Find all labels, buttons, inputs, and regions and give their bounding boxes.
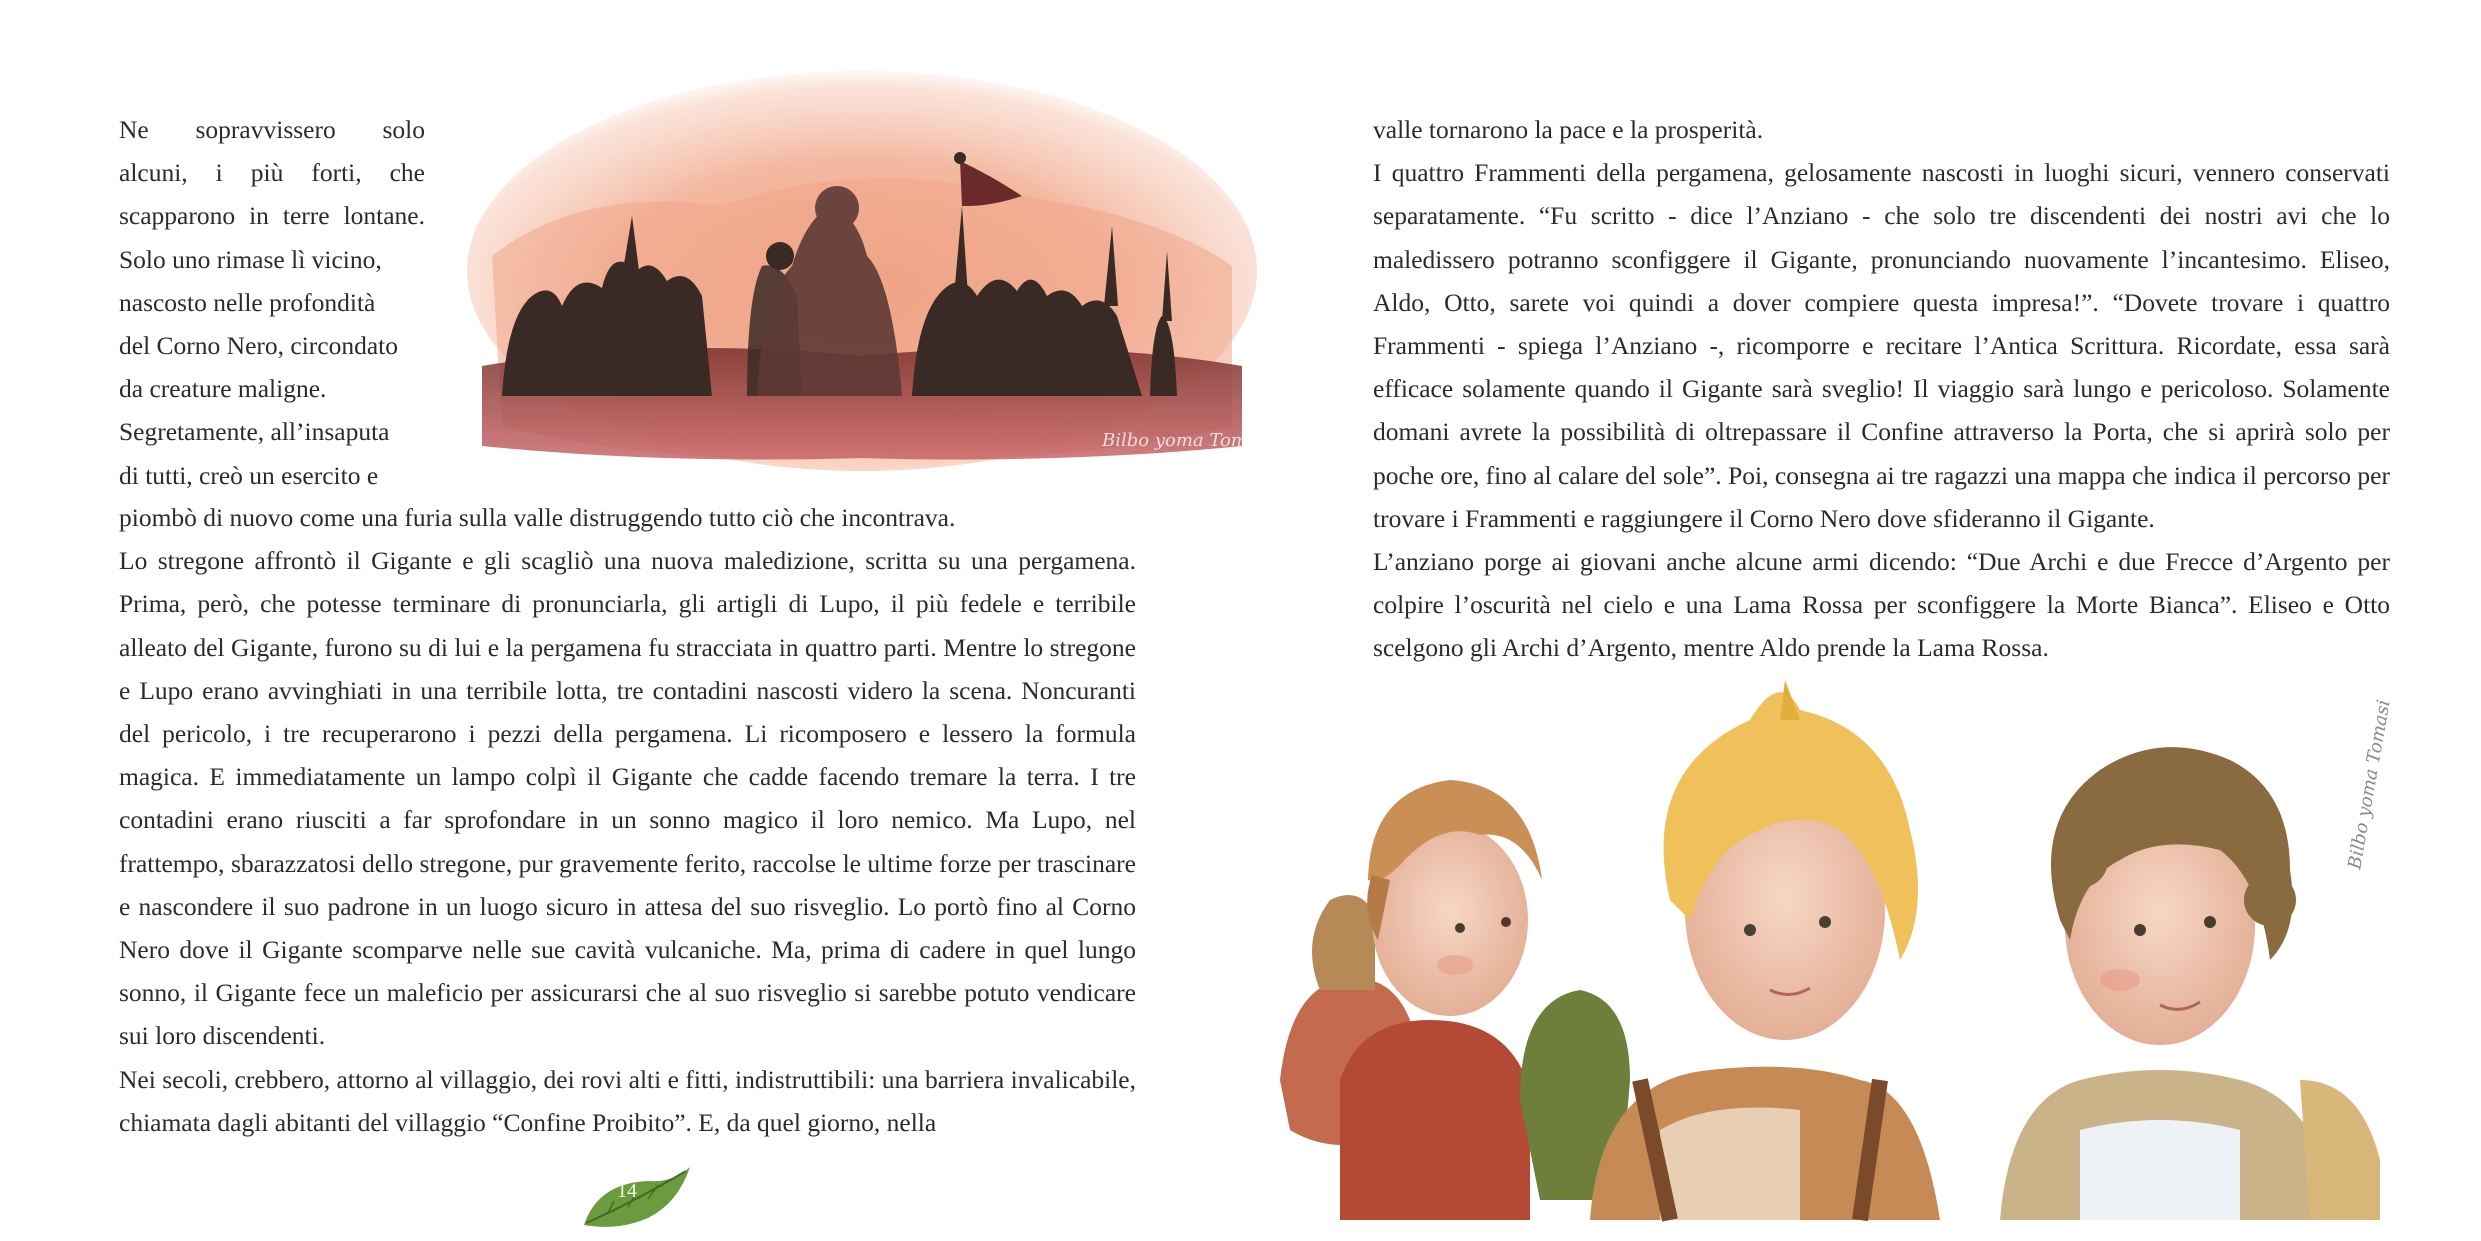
page-number: 14 [617,1180,637,1202]
text-line: nascosto nelle profondità [119,287,376,317]
text-line: di tutti, creò un esercito e [119,460,379,490]
right-text-column [1373,108,2390,663]
text-line: Segretamente, all’insaputa [119,417,390,447]
wrapped-text-column [119,108,425,497]
three-boys-illustration [1280,660,2420,1220]
text-line: Solo uno rimase lì vicino, [119,244,382,274]
paragraph: valle tornarono la pace e la prosperità. [1373,115,1764,144]
paragraph: Lo stregone affrontò il Gigante e gli scagliò una nuova maledizione, scritta su una pergamena. Prima, però, che potesse terminare di pronunciarla, gli artigli di Lupo, il più fedele e terribile alleato del Gigante, furono su di lui e la pergamena fu stracciata in quattro parti. Mentre lo stregone e Lupo erano avvinghiati in una terribile lotta, tre contadini nascosti videro la scena. Noncuranti del pericolo, i tre recuperarono i pezzi della pergamena. Li ricomposero e lessero la formula magica. E immediatamente un lampo colpì il Gigante che cadde facendo tremare la terra. I tre contadini erano riusciti a far sprofondare in un sonno magico il loro nemico. Ma Lupo, nel frattempo, sbarazzatosi dello stregone, pur gravemente ferito, raccolse le ultime forze per trascinare e nascondere il suo padrone in un luogo sicuro in attesa del suo risveglio. Lo portò fino al Corno Nero dove il Gigante scomparve nelle sue cavità vulcaniche. Ma, prima di cadere in quel lungo sonno, il Gigante fece un maleficio per assicurarsi che al suo risveglio si sarebbe potuto vendicare sui loro discendenti. [119,546,1136,1051]
boy-middle [1520,680,1940,1220]
paragraph: I quattro Frammenti della pergamena, gelosamente nascosti in luoghi sicuri, vennero conservati separatamente. “Fu scritto - dice l’Anziano - che solo tre discendenti dei nostri avi che lo maledissero potranno sconfiggere il Gigante, pronunciando nuovamente l’incantesimo. Eliseo, Aldo, Otto, sarete voi quindi a dover compiere questa impresa!”. “Dovete trovare i quattro Frammenti - spiega l’Anziano -, ricomporre e recitare l’Antica Scrittura. Ricordate, essa sarà efficace solamente quando il Gigante sarà sveglio! Il viaggio sarà lungo e pericoloso. Solamente domani avrete la possibilità di oltrepassare il Confine attraverso la Porta, che si aprirà solo per poche ore, fino al calare del sole”. Poi, consegna ai tre ragazzi una mappa che indica il percorso per trovare i Frammenti e raggiungere il Corno Nero dove sfideranno il Gigante. [1373,158,2390,533]
army-watercolor-illustration [462,66,1274,476]
paragraph: piombò di nuovo come una furia sulla valle distruggendo tutto ciò che incontrava. [119,503,956,532]
illustration-signature: Bilbo yoma Tomasi [1102,430,1274,451]
text-line: del Corno Nero, circondato [119,331,398,361]
boy-right [2000,747,2380,1220]
text-line: Ne sopravvissero solo [119,115,425,144]
leaf-icon [578,1163,698,1233]
text-line: da creature maligne. [119,374,327,404]
text-line: scapparono in terre lontane. [119,201,425,231]
text-line: alcuni, i più forti, che [119,158,425,188]
paragraph: L’anziano porge ai giovani anche alcune armi dicendo: “Due Archi e due Frecce d’Argento per colpire l’oscurità nel cielo e una Lama Rossa per sconfiggere la Morte Bianca”. Eliseo e Otto scelgono gli Archi d’Argento, mentre Aldo prende la Lama Rossa. [1373,547,2390,663]
boy-left [1280,780,1542,1220]
right-page [1240,0,2481,1241]
main-text-column [119,496,1136,1144]
illustration-signature: Bilbo yoma Tomasi [2344,698,2395,871]
paragraph: Nei secoli, crebbero, attorno al villaggio, dei rovi alti e fitti, indistruttibili: una barriera invalicabile, chiamata dagli abitanti del villaggio “Confine Proibito”. E, da quel giorno, nella [119,1064,1136,1137]
